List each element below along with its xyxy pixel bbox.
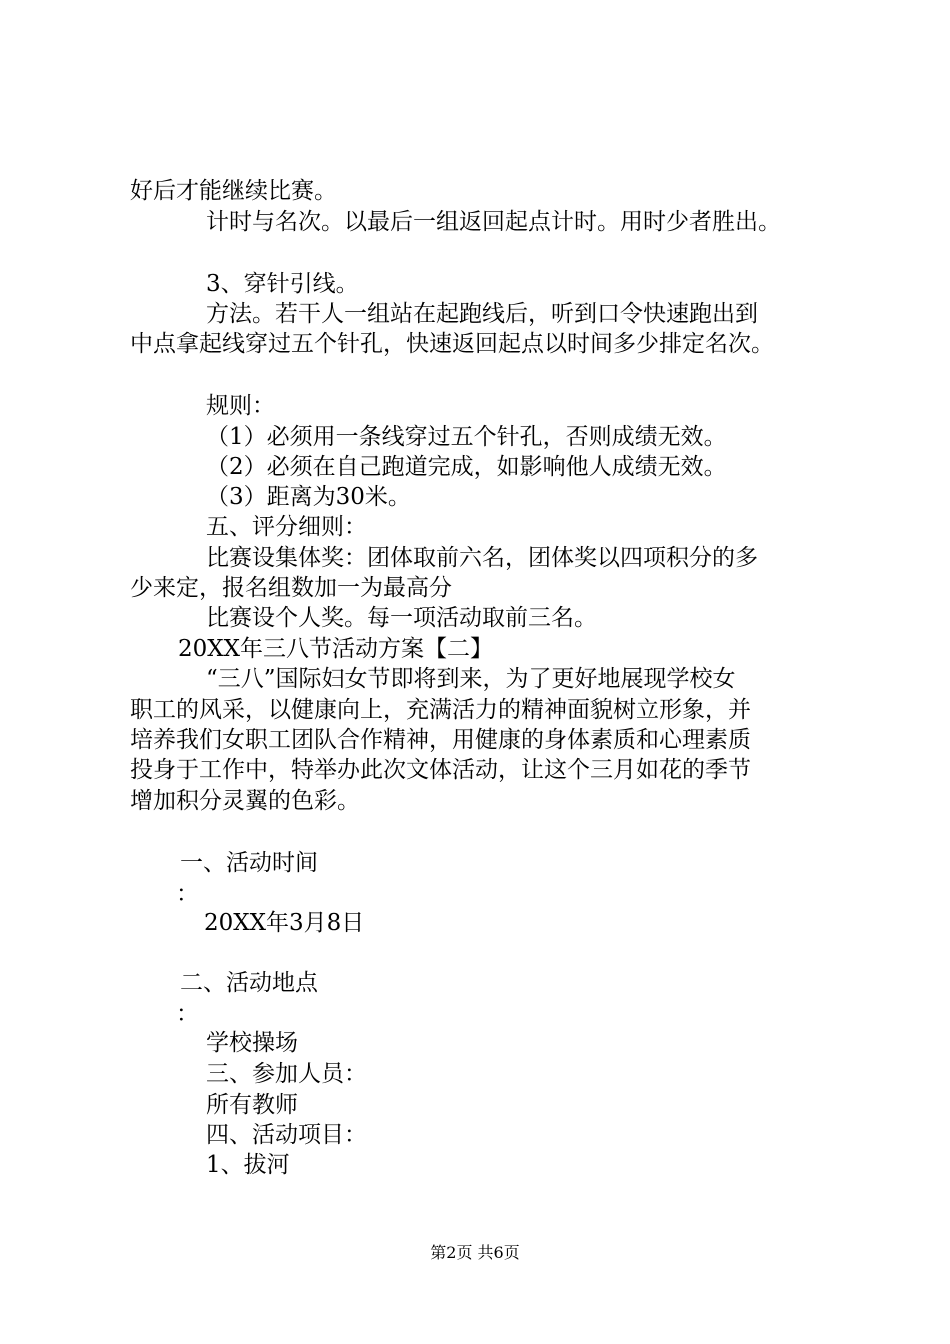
text-line: 二、活动地点 <box>180 970 318 996</box>
text-line: “三八”国际妇女节即将到来，为了更好地展现学校女 <box>206 666 736 692</box>
text-line: ： <box>176 881 199 907</box>
text-line: 规则： <box>206 393 275 419</box>
text-line: 比赛设集体奖：团体取前六名，团体奖以四项积分的多 <box>206 545 758 571</box>
text-line: （3）距离为30米。 <box>206 484 411 510</box>
text-line: 好后才能继续比赛。 <box>130 178 337 204</box>
text-line: 职工的风采，以健康向上，充满活力的精神面貌树立形象，并 <box>130 697 751 723</box>
page-footer: 第2页 共6页 <box>430 1243 520 1262</box>
section-heading: 20XX年三八节活动方案【二】 <box>178 636 494 662</box>
text-line: （1）必须用一条线穿过五个针孔，否则成绩无效。 <box>206 424 727 450</box>
text-line: 三、参加人员： <box>206 1061 367 1087</box>
text-line: （2）必须在自己跑道完成，如影响他人成绩无效。 <box>206 454 727 480</box>
text-line: 培养我们女职工团队合作精神，用健康的身体素质和心理素质 <box>130 727 751 753</box>
text-line: 投身于工作中，特举办此次文体活动，让这个三月如花的季节 <box>130 757 751 783</box>
text-line: 学校操场 <box>206 1030 298 1056</box>
text-line: 所有教师 <box>206 1092 298 1118</box>
text-line: 3、穿针引线。 <box>206 271 359 297</box>
text-line: 少来定，报名组数加一为最高分 <box>130 575 452 601</box>
text-line: 中点拿起线穿过五个针孔，快速返回起点以时间多少排定名次。 <box>130 331 774 357</box>
text-line: 20XX年3月8日 <box>204 910 365 936</box>
text-line: 五、评分细则： <box>206 514 367 540</box>
text-line: 一、活动时间 <box>180 850 318 876</box>
text-line: 增加积分灵翼的色彩。 <box>130 788 360 814</box>
text-line: ： <box>176 1001 199 1027</box>
text-line: 计时与名次。以最后一组返回起点计时。用时少者胜出。 <box>206 209 781 235</box>
text-line: 四、活动项目： <box>206 1122 367 1148</box>
text-line: 方法。若干人一组站在起跑线后，听到口令快速跑出到 <box>206 301 758 327</box>
text-line: 1、拔河 <box>206 1152 290 1178</box>
text-line: 比赛设个人奖。每一项活动取前三名。 <box>206 605 597 631</box>
